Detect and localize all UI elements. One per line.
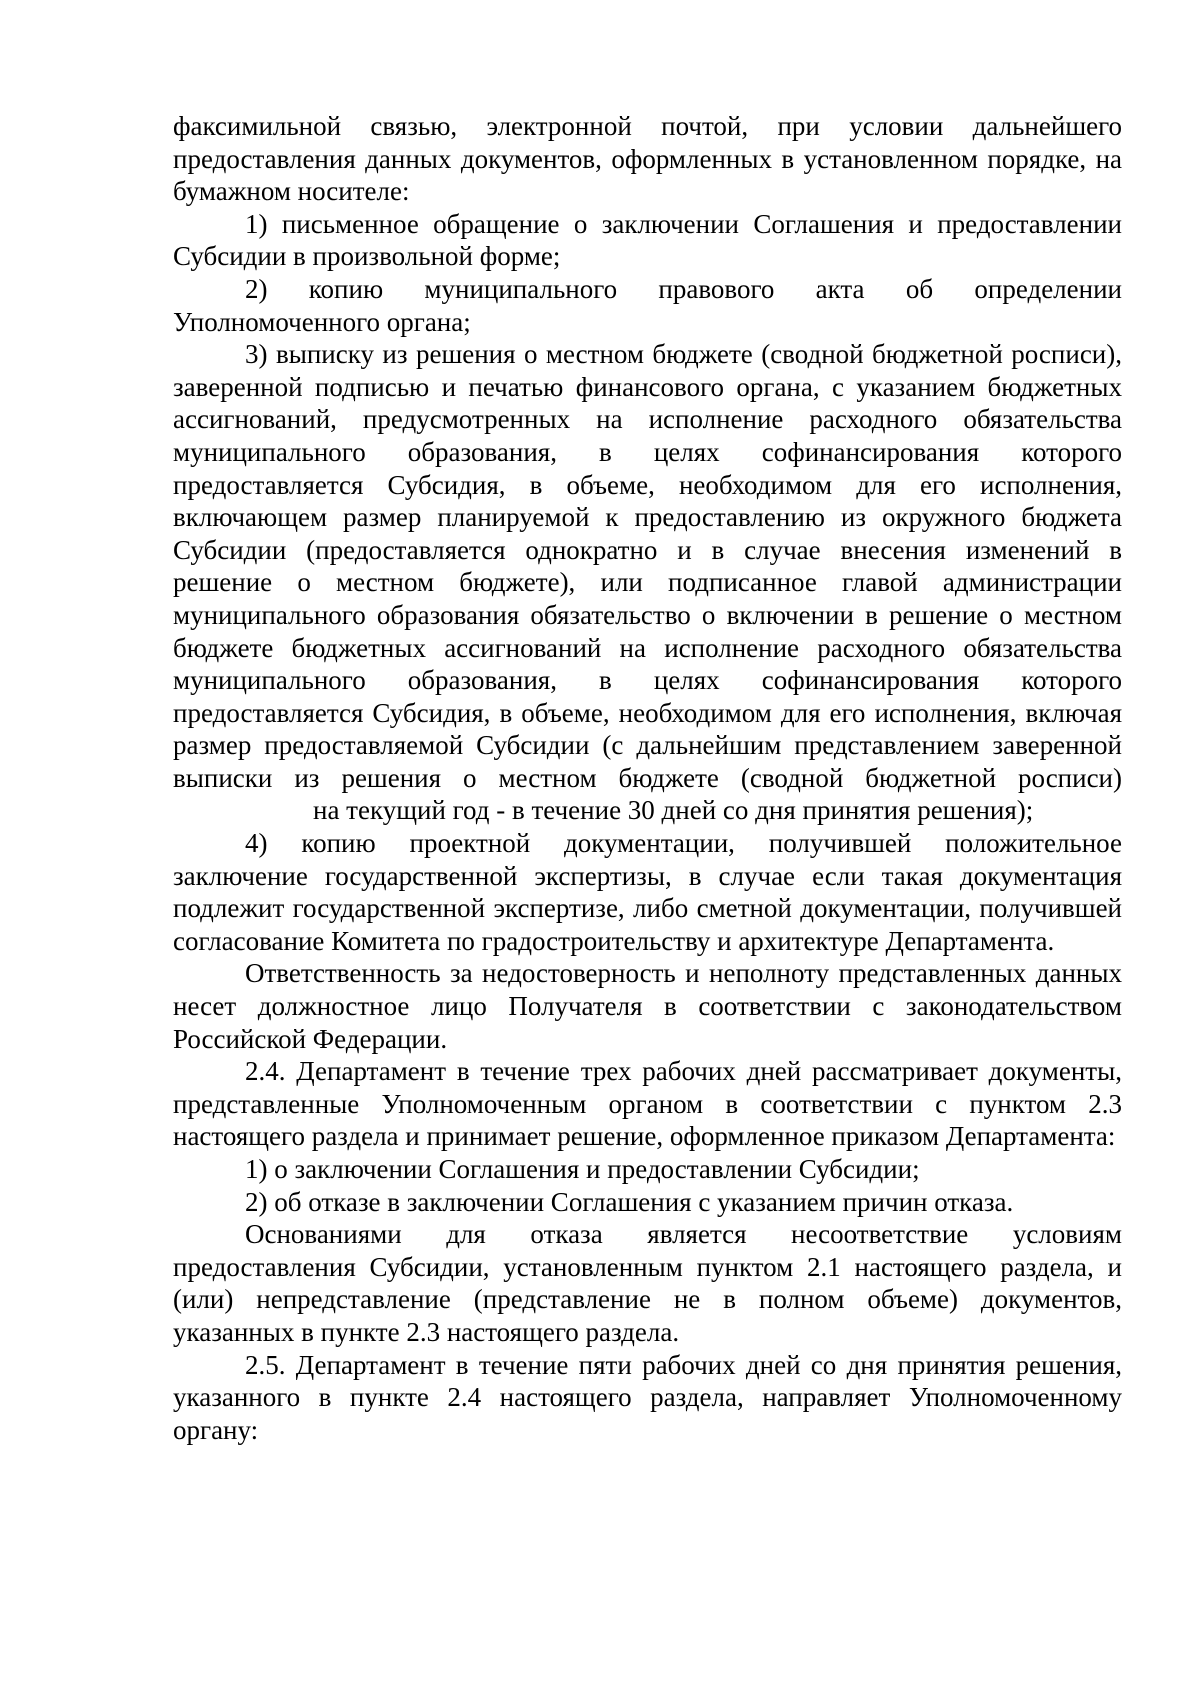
document-page xyxy=(173,110,1122,1446)
paragraph-item-2-legal-act: 2) копию муниципального правового акта об определении Уполномоченного органа; xyxy=(173,273,1122,337)
paragraph-item-1-application: 1) письменное обращение о заключении Соглашения и предоставлении Субсидии в произвольной форме; xyxy=(173,208,1122,272)
paragraph-item-4-project-docs: 4) копию проектной документации, получившей положительное заключение государственной экспертизы, в случае если такая документация подлежит государственной экспертизе, либо сметной документации, получившей согласование Комитета по градостроительству и архитектуре Департамента. xyxy=(173,828,1122,956)
paragraph-submission-methods: факсимильной связью, электронной почтой, при условии дальнейшего предоставления данных документов, оформленных в установленном порядке, на бумажном носителе: xyxy=(173,111,1122,207)
paragraph-section-2-5: 2.5. Департамент в течение пяти рабочих дней со дня принятия решения, указанного в пункте 2.4 настоящего раздела, направляет Уполномоченному органу: xyxy=(173,1349,1122,1445)
paragraph-item-3-budget-extract xyxy=(173,338,1122,827)
budget-extract-tail: на текущий год - в течение 30 дней со дня принятия решения); xyxy=(313,795,1034,826)
paragraph-decision-1: 1) о заключении Соглашения и предоставлении Субсидии; xyxy=(245,1154,920,1184)
paragraph-responsibility: Ответственность за недостоверность и неполноту представленных данных несет должностное лицо Получателя в соответствии с законодательством Российской Федерации. xyxy=(173,958,1122,1054)
paragraph-section-2-4: 2.4. Департамент в течение трех рабочих дней рассматривает документы, представленные Уполномоченным органом в соответствии с пунктом 2.3 настоящего раздела и принимает решение, оформленное приказом Департамента: xyxy=(173,1056,1122,1152)
paragraph-refusal-grounds: Основаниями для отказа является несоответствие условиям предоставления Субсидии, установленным пунктом 2.1 настоящего раздела, и (или) непредставление (представление не в полном объеме) документов, указанных в пункте 2.3 настоящего раздела. xyxy=(173,1219,1122,1347)
paragraph-decision-2: 2) об отказе в заключении Соглашения с указанием причин отказа. xyxy=(245,1186,1014,1217)
budget-extract-text: 3) выписку из решения о местном бюджете (сводной бюджетной росписи), заверенной подписью и печатью финансового органа, с указанием бюджетных ассигнований, предусмотренных на исполнение расходного обязательства муниципального образования, в целях софинансирования которого предоставляется Субсидия, в объеме, необходимом для его исполнения, включающем размер планируемой к предоставлению из окружного бюджета Субсидии (предоставляется однократно и в случае внесения изменений в решение о местном бюджете), или подписанное главой администрации муниципального образования обязательство о включении в решение о местном бюджете бюджетных ассигнований на исполнение расходного обязательства муниципального образования, в целях софинансирования которого предоставляется Субсидия, в объеме, необходимом для его исполнения, включая размер предоставляемой Субсидии (с дальнейшим представлением заверенной выписки из решения о местном бюджете (сводной бюджетной росписи) xyxy=(173,339,1122,793)
